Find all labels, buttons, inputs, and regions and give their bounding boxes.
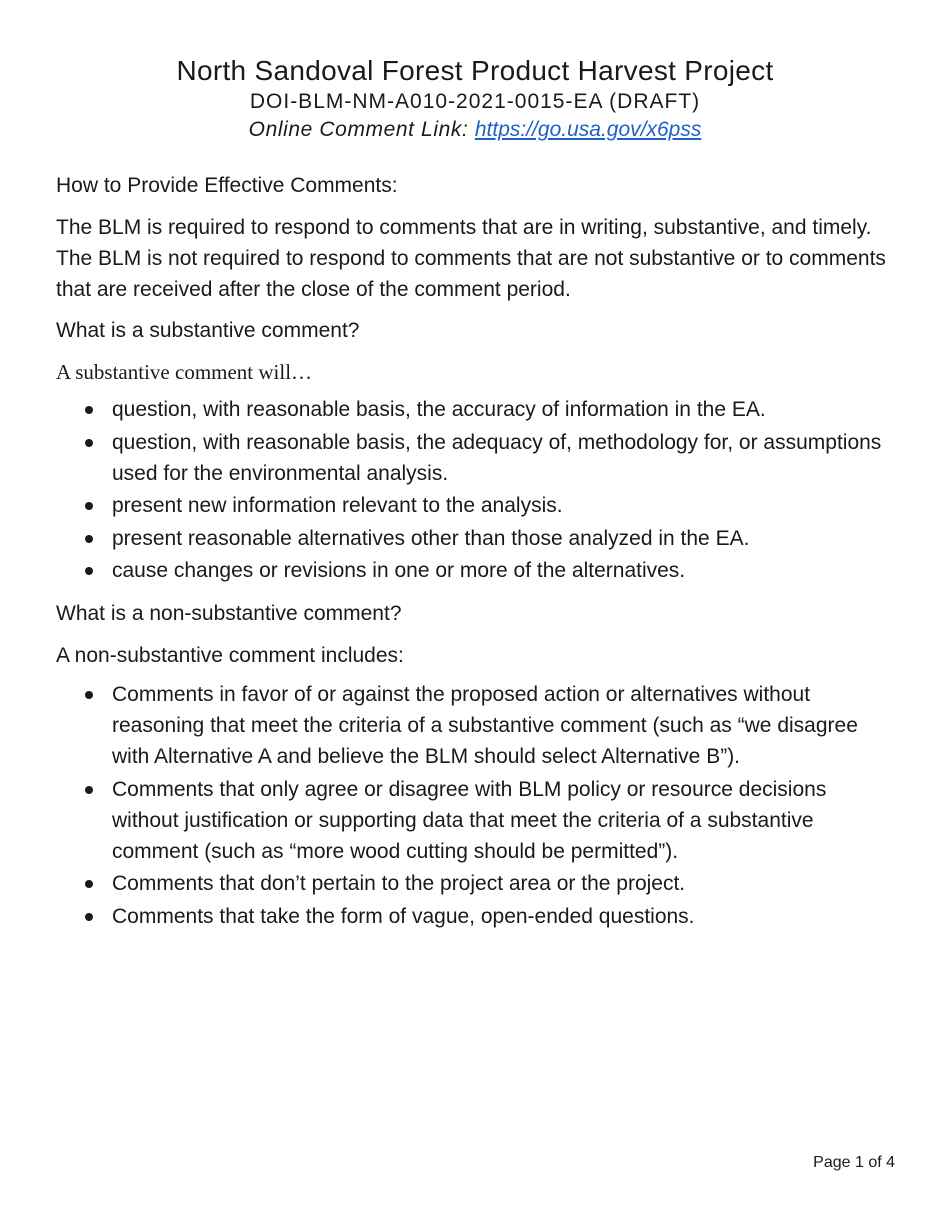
bullet-icon xyxy=(85,786,93,794)
list-item-text: Comments that don’t pertain to the project area or the project. xyxy=(112,872,686,895)
bullet-icon xyxy=(85,406,93,414)
bullet-icon xyxy=(85,439,93,447)
non-substantive-list xyxy=(56,679,896,932)
comment-link-line xyxy=(0,116,950,144)
substantive-heading: What is a substantive comment? xyxy=(56,319,360,342)
list-item-text: Comments that only agree or disagree with BLM policy or resource decisions without justification or supporting data that meet the criteria of a substantive comment (such as “more wood cutting should be permitted”). xyxy=(112,777,827,863)
list-item-text: Comments in favor of or against the proposed action or alternatives without reasoning that meet the criteria of a substantive comment (such as “we disagree with Alternative A and believe the BLM should select Alternative B”). xyxy=(112,683,858,768)
list-item xyxy=(56,490,896,521)
document-id: DOI-BLM-NM-A010-2021-0015-EA (DRAFT) xyxy=(249,90,701,113)
comment-link-label: Online Comment Link: xyxy=(248,118,469,141)
bullet-icon xyxy=(85,880,93,888)
list-item xyxy=(56,901,896,932)
bullet-icon xyxy=(85,502,93,510)
list-item-text: question, with reasonable basis, the adequacy of, methodology for, or assumptions used for the environmental analysis. xyxy=(112,430,882,485)
list-item xyxy=(56,774,896,867)
list-item xyxy=(56,868,896,899)
non-substantive-heading: What is a non-substantive comment? xyxy=(56,602,402,625)
non-substantive-lead: A non-substantive comment includes: xyxy=(56,644,404,667)
list-item-text: present new information relevant to the analysis. xyxy=(112,494,563,517)
bullet-icon xyxy=(85,535,93,543)
list-item xyxy=(56,523,896,554)
bullet-icon xyxy=(85,913,93,921)
page-number: Page 1 of 4 xyxy=(813,1154,895,1171)
document-title: North Sandoval Forest Product Harvest Project xyxy=(176,55,774,86)
list-item-text: question, with reasonable basis, the accuracy of information in the EA. xyxy=(112,398,766,421)
list-item xyxy=(56,555,896,586)
bullet-icon xyxy=(85,691,93,699)
comment-link[interactable]: https://go.usa.gov/x6pss xyxy=(474,118,702,141)
bullet-icon xyxy=(85,567,93,575)
list-item xyxy=(56,679,896,772)
list-item-text: Comments that take the form of vague, open-ended questions. xyxy=(112,904,695,928)
document-header xyxy=(0,54,950,144)
document-body xyxy=(56,170,896,933)
substantive-list xyxy=(56,394,896,586)
list-item xyxy=(56,394,896,425)
list-item-text: cause changes or revisions in one or more of the alternatives. xyxy=(112,559,686,582)
substantive-lead: A substantive comment will… xyxy=(56,360,313,384)
how-to-heading: How to Provide Effective Comments: xyxy=(56,174,398,197)
intro-paragraph: The BLM is required to respond to comments that are in writing, substantive, and timely. The BLM is not required to respond to comments that are not substantive or to comments that are received after the close of the comment period. xyxy=(56,216,886,301)
list-item-text: present reasonable alternatives other than those analyzed in the EA. xyxy=(112,526,750,550)
list-item xyxy=(56,427,896,489)
